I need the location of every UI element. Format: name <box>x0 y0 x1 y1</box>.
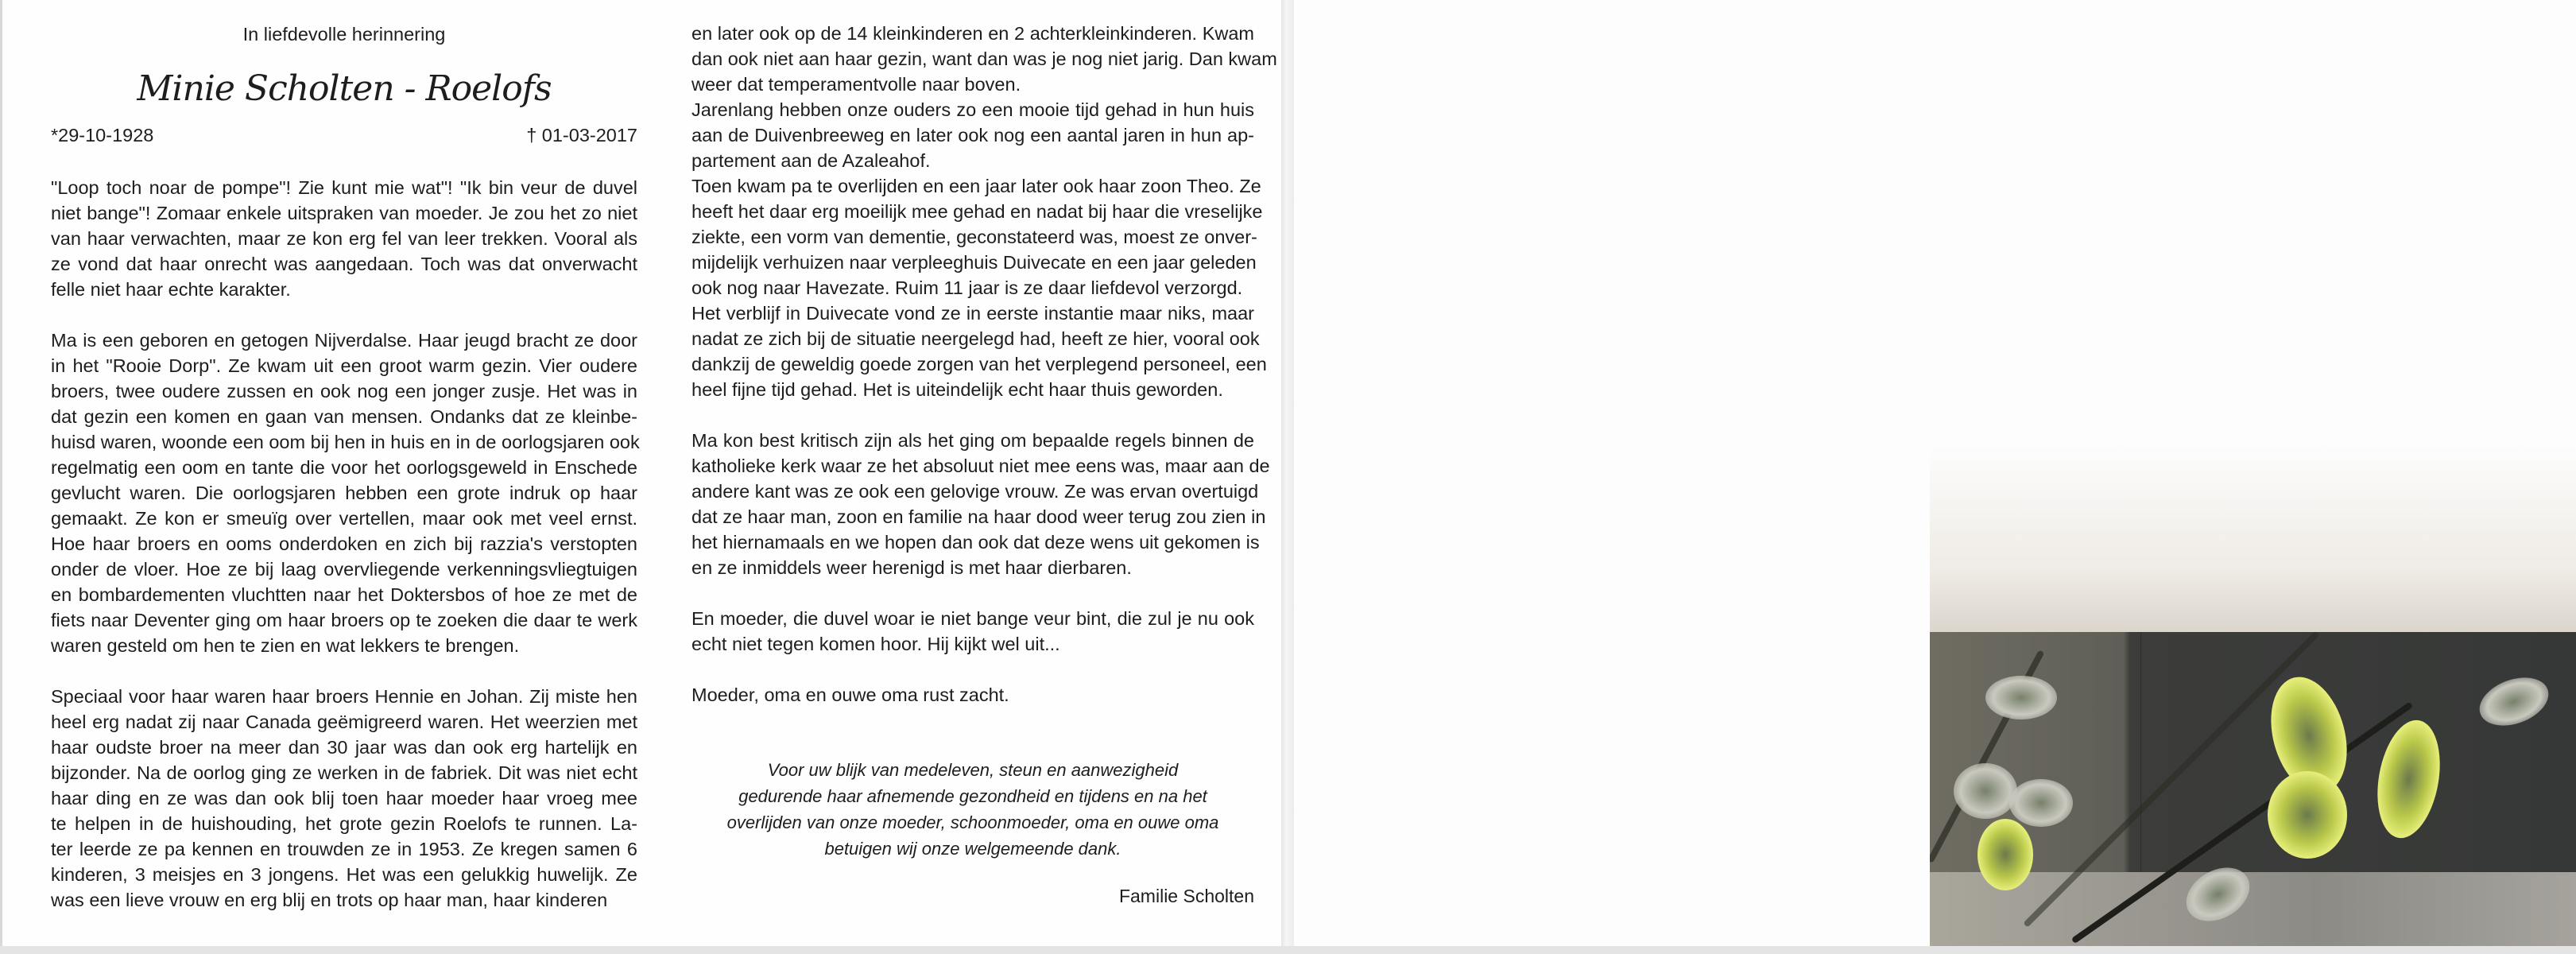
paragraph <box>691 606 1254 657</box>
left-text-column <box>51 175 640 938</box>
paragraph <box>51 684 637 913</box>
text-line: het hiernamaals en we hopen dan ook dat deze wens uit gekomen is <box>691 532 1260 553</box>
text-line: dan ook niet aan haar gezin, want dan was je nog niet jarig. Dan kwam <box>691 48 1277 69</box>
paragraph <box>691 21 1277 97</box>
photo-band-edge <box>2140 632 2141 872</box>
text-line: onder de vloer. Hoe ze bij laag overvliegende verkenningsvliegtuigen <box>51 559 637 580</box>
text-line: gevlucht waren. Die oorlogsjaren hebben een grote indruk op haar <box>51 483 637 503</box>
signature: Familie Scholten <box>1118 886 1254 906</box>
text-line: heel erg nadat zij naar Canada geëmigreerd waren. Het weerzien met <box>51 712 637 732</box>
paragraph <box>51 175 637 302</box>
text-line: te helpen in de huishouding, het grote gezin Roelofs te runnen. La- <box>51 813 637 834</box>
catkin <box>2268 771 2347 859</box>
death-date: † 01-03-2017 <box>526 125 637 145</box>
text-line: dat gezin een komen en gaan van mensen. Ondanks dat ze kleinbe- <box>51 406 637 427</box>
thanks-line: gedurende haar afnemende gezondheid en tijdens en na het <box>738 786 1207 806</box>
deceased-name: Minie Scholten - Roelofs <box>137 68 552 109</box>
text-line: dankzij de geweldig goede zorgen van het verplegend personeel, een <box>691 354 1267 374</box>
text-line: en ze inmiddels weer herenigd is met haar dierbaren. <box>691 557 1132 578</box>
text-line: heel fijne tijd gehad. Het is uiteindelijk echt haar thuis geworden. <box>691 379 1223 400</box>
paragraph <box>691 97 1254 173</box>
text-line: Ma is een geboren en getogen Nijverdalse. Haar jeugd bracht ze door <box>51 330 637 351</box>
thanks-line: betuigen wij onze welgemeende dank. <box>824 839 1121 859</box>
pussy-willow-photo <box>1930 445 2576 946</box>
catkin <box>1954 763 2017 819</box>
text-line: en bombardementen vluchtten naar het Doktersbos of hoe ze met de <box>51 584 637 605</box>
paragraph <box>691 301 1267 402</box>
text-line: "Loop toch noar de pompe"! Zie kunt mie wat"! "Ik bin veur de duvel <box>51 177 637 198</box>
text-line: van haar verwachten, maar ze kon erg fel van leer trekken. Vooral als <box>51 228 637 249</box>
text-line: gemaakt. Ze kon er smeuïg over vertellen, maar ook met veel ernst. <box>51 508 637 529</box>
text-line: felle niet haar echte karakter. <box>51 279 291 300</box>
card-fold <box>1281 0 1294 954</box>
text-line: haar ding en ze was dan ook blij toen haar moeder haar vroeg mee <box>51 788 637 809</box>
text-line: Hoe haar broers en ooms onderdoken en zich bij razzia's verstopten <box>51 533 637 554</box>
thanks-message <box>691 757 1254 862</box>
text-line: was een lieve vrouw en erg blij en trots op haar man, haar kinderen <box>51 890 608 910</box>
thanks-line: overlijden van onze moeder, schoonmoeder, oma en ouwe oma <box>726 812 1219 832</box>
life-dates <box>51 123 637 147</box>
paragraph <box>51 328 640 658</box>
text-line: andere kant was ze ook een gelovige vrouw. Ze was ervan overtuigd <box>691 481 1259 502</box>
text-line: ze vond dat haar onrecht was aangedaan. Toch was dat onverwacht <box>51 254 637 274</box>
birth-date: *29-10-1928 <box>51 125 154 145</box>
text-line: haar oudste broer na meer dan 30 jaar was dan ook erg hartelijk en <box>51 737 637 758</box>
text-line: echt niet tegen komen hoor. Hij kijkt wel uit... <box>691 634 1060 654</box>
paragraph <box>691 173 1263 301</box>
text-line: aan de Duivenbreeweg en later ook nog een aantal jaren in hun ap- <box>691 125 1254 145</box>
text-line: waren gesteld om hen te zien en wat lekkers te brengen. <box>51 635 520 656</box>
text-line: kinderen, 3 meisjes en 3 jongens. Het was een gelukkig huwelijk. Ze <box>51 864 637 885</box>
text-line: bijzonder. Na de oorlog ging ze werken in de fabriek. Dit was niet echt <box>51 762 637 783</box>
scan-bottom-edge <box>0 946 2576 954</box>
text-line: Speciaal voor haar waren haar broers Hennie en Johan. Zij miste hen <box>51 686 637 707</box>
text-line: regelmatig een oom en tante die voor het oorlogsgeweld in Enschede <box>51 457 637 478</box>
text-line: katholieke kerk waar ze het absoluut niet mee eens was, maar aan de <box>691 456 1270 476</box>
catkin <box>1985 676 2057 719</box>
text-line: niet bange"! Zomaar enkele uitspraken van moeder. Je zou het zo niet <box>51 203 637 223</box>
photo-lower-band <box>1930 872 2576 946</box>
paragraph <box>691 682 1254 708</box>
text-line: Ma kon best kritisch zijn als het ging om bepaalde regels binnen de <box>691 430 1254 451</box>
text-line: Het verblijf in Duivecate vond ze in eerste instantie maar niks, maar <box>691 303 1254 324</box>
text-line: fiets naar Deventer ging om haar broers op te zoeken die daar te werk <box>51 610 637 630</box>
catkin <box>1978 819 2033 890</box>
text-line: ook nog naar Havezate. Ruim 11 jaar is ze daar liefdevol verzorgd. <box>691 277 1243 298</box>
text-line: heeft het daar erg moeilijk mee gehad en nadat bij haar die vreselijke <box>691 201 1263 222</box>
text-line: En moeder, die duvel woar ie niet bange veur bint, die zul je nu ook <box>691 608 1254 629</box>
text-line: Jarenlang hebben onze ouders zo een mooie tijd gehad in hun huis <box>691 99 1254 120</box>
text-line: ter leerde ze pa kennen en trouwden ze in 1953. Ze kregen samen 6 <box>51 839 637 859</box>
text-line: en later ook op de 14 kleinkinderen en 2 achterkleinkinderen. Kwam <box>691 23 1254 44</box>
text-line: Moeder, oma en ouwe oma rust zacht. <box>691 684 1009 705</box>
text-line: Toen kwam pa te overlijden en een jaar later ook haar zoon Theo. Ze <box>691 176 1261 196</box>
text-line: broers, twee oudere zussen en ook nog een jonger zusje. Het was in <box>51 381 637 401</box>
text-line: mijdelijk verhuizen naar verpleeghuis Duivecate en een jaar geleden <box>691 252 1257 273</box>
text-line: huisd waren, woonde een oom bij hen in huis en in de oorlogsjaren ook <box>51 432 640 452</box>
card-heading: In liefdevolle herinnering <box>242 24 446 45</box>
thanks-line: Voor uw blijk van medeleven, steun en aanwezigheid <box>767 760 1179 780</box>
text-line: nadat ze zich bij de situatie neergelegd had, heeft ze hier, vooral ook <box>691 328 1260 349</box>
text-line: partement aan de Azaleahof. <box>691 150 931 171</box>
text-line: weer dat temperamentvolle naar boven. <box>691 74 1021 95</box>
paragraph <box>691 428 1270 580</box>
middle-text-column <box>691 21 1277 733</box>
text-line: ziekte, een vorm van dementie, geconstateerd was, moest ze onver- <box>691 227 1257 247</box>
text-line: dat ze haar man, zoon en familie na haar dood weer terug zou zien in <box>691 506 1266 527</box>
catkin <box>2009 779 2073 827</box>
text-line: in het "Rooie Dorp". Ze kwam uit een groot warm gezin. Vier oudere <box>51 355 637 376</box>
